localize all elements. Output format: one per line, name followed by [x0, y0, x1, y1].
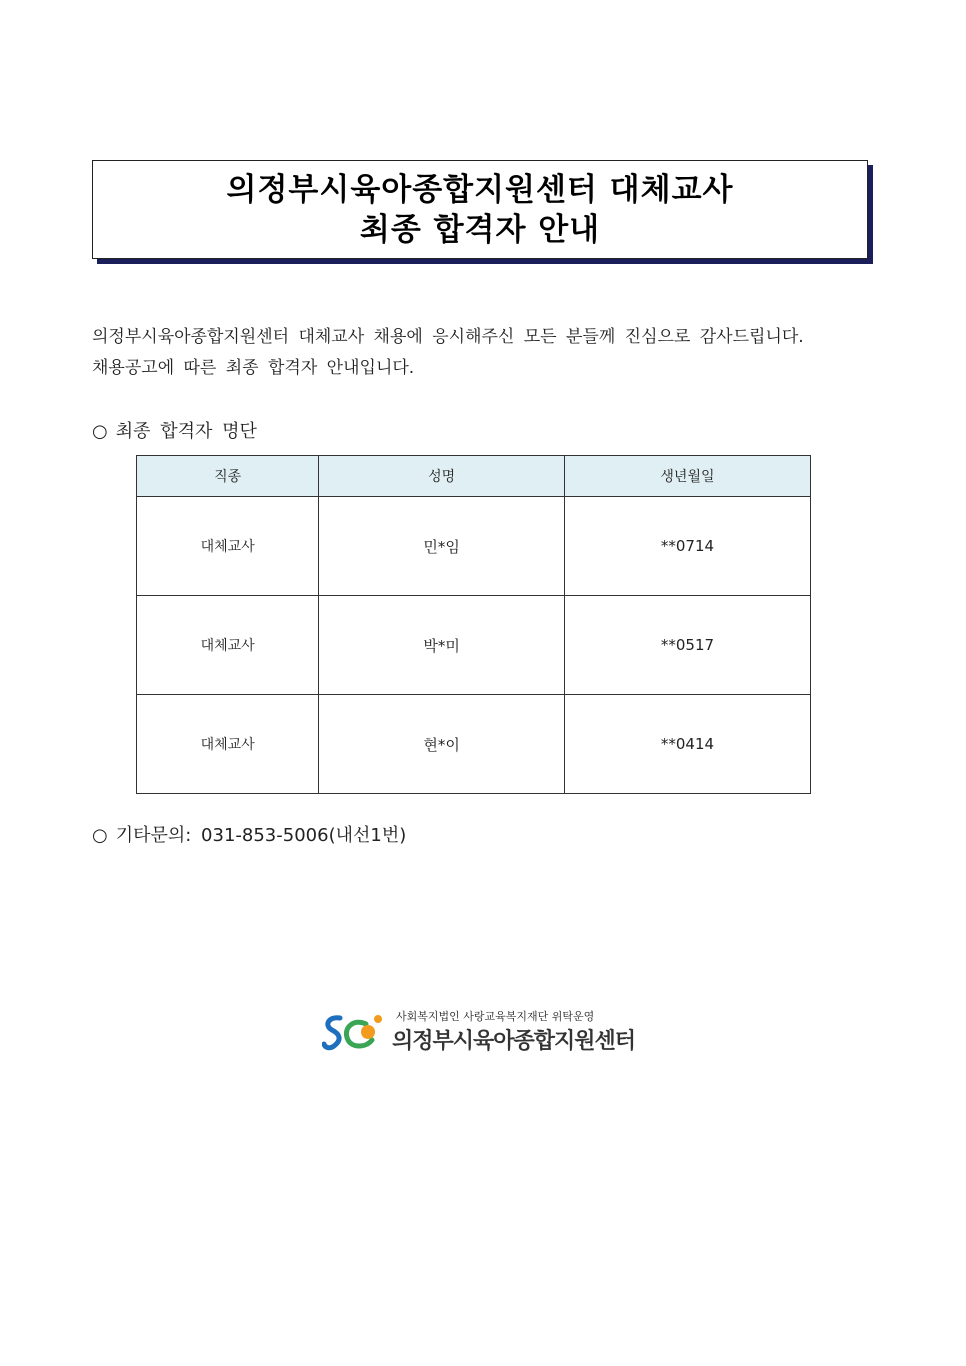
bullet-circle-icon: ○ — [92, 421, 108, 442]
cell-name: 민*임 — [319, 497, 565, 596]
contact-label: 기타문의: 031-853-5006(내선1번) — [115, 825, 407, 846]
table-row — [137, 596, 811, 695]
header-job: 직종 — [137, 456, 319, 497]
header-birth: 생년월일 — [564, 456, 810, 497]
section-contact — [92, 821, 406, 847]
section-final-list — [92, 417, 257, 443]
bullet-circle-icon: ○ — [92, 825, 108, 846]
intro-text — [92, 322, 804, 384]
center-logo-mark-icon — [322, 1010, 392, 1054]
cell-name: 현*이 — [319, 695, 565, 794]
cell-birth: **0714 — [564, 497, 810, 596]
cell-birth: **0414 — [564, 695, 810, 794]
header-name: 성명 — [319, 456, 565, 497]
logo-subtitle: 사회복지법인 사랑교육복지재단 위탁운영 — [396, 1010, 595, 1023]
table-row — [137, 497, 811, 596]
title-box — [92, 160, 868, 259]
roster-table — [136, 455, 811, 794]
intro-line-2: 채용공고에 따른 최종 합격자 안내입니다. — [92, 358, 415, 378]
table-header-row — [137, 456, 811, 497]
title-line-1: 의정부시육아종합지원센터 대체교사 — [226, 171, 734, 208]
cell-birth: **0517 — [564, 596, 810, 695]
cell-job: 대체교사 — [137, 596, 319, 695]
table-row — [137, 695, 811, 794]
logo-name: 의정부시육아종합지원센터 — [392, 1029, 636, 1054]
cell-name: 박*미 — [319, 596, 565, 695]
intro-line-1: 의정부시육아종합지원센터 대체교사 채용에 응시해주신 모든 분들께 진심으로 감사드립니다. — [92, 327, 804, 347]
cell-job: 대체교사 — [137, 695, 319, 794]
cell-job: 대체교사 — [137, 497, 319, 596]
section-final-list-label: 최종 합격자 명단 — [115, 421, 257, 442]
title-line-2: 최종 합격자 안내 — [359, 211, 601, 248]
center-logo — [322, 1006, 652, 1056]
